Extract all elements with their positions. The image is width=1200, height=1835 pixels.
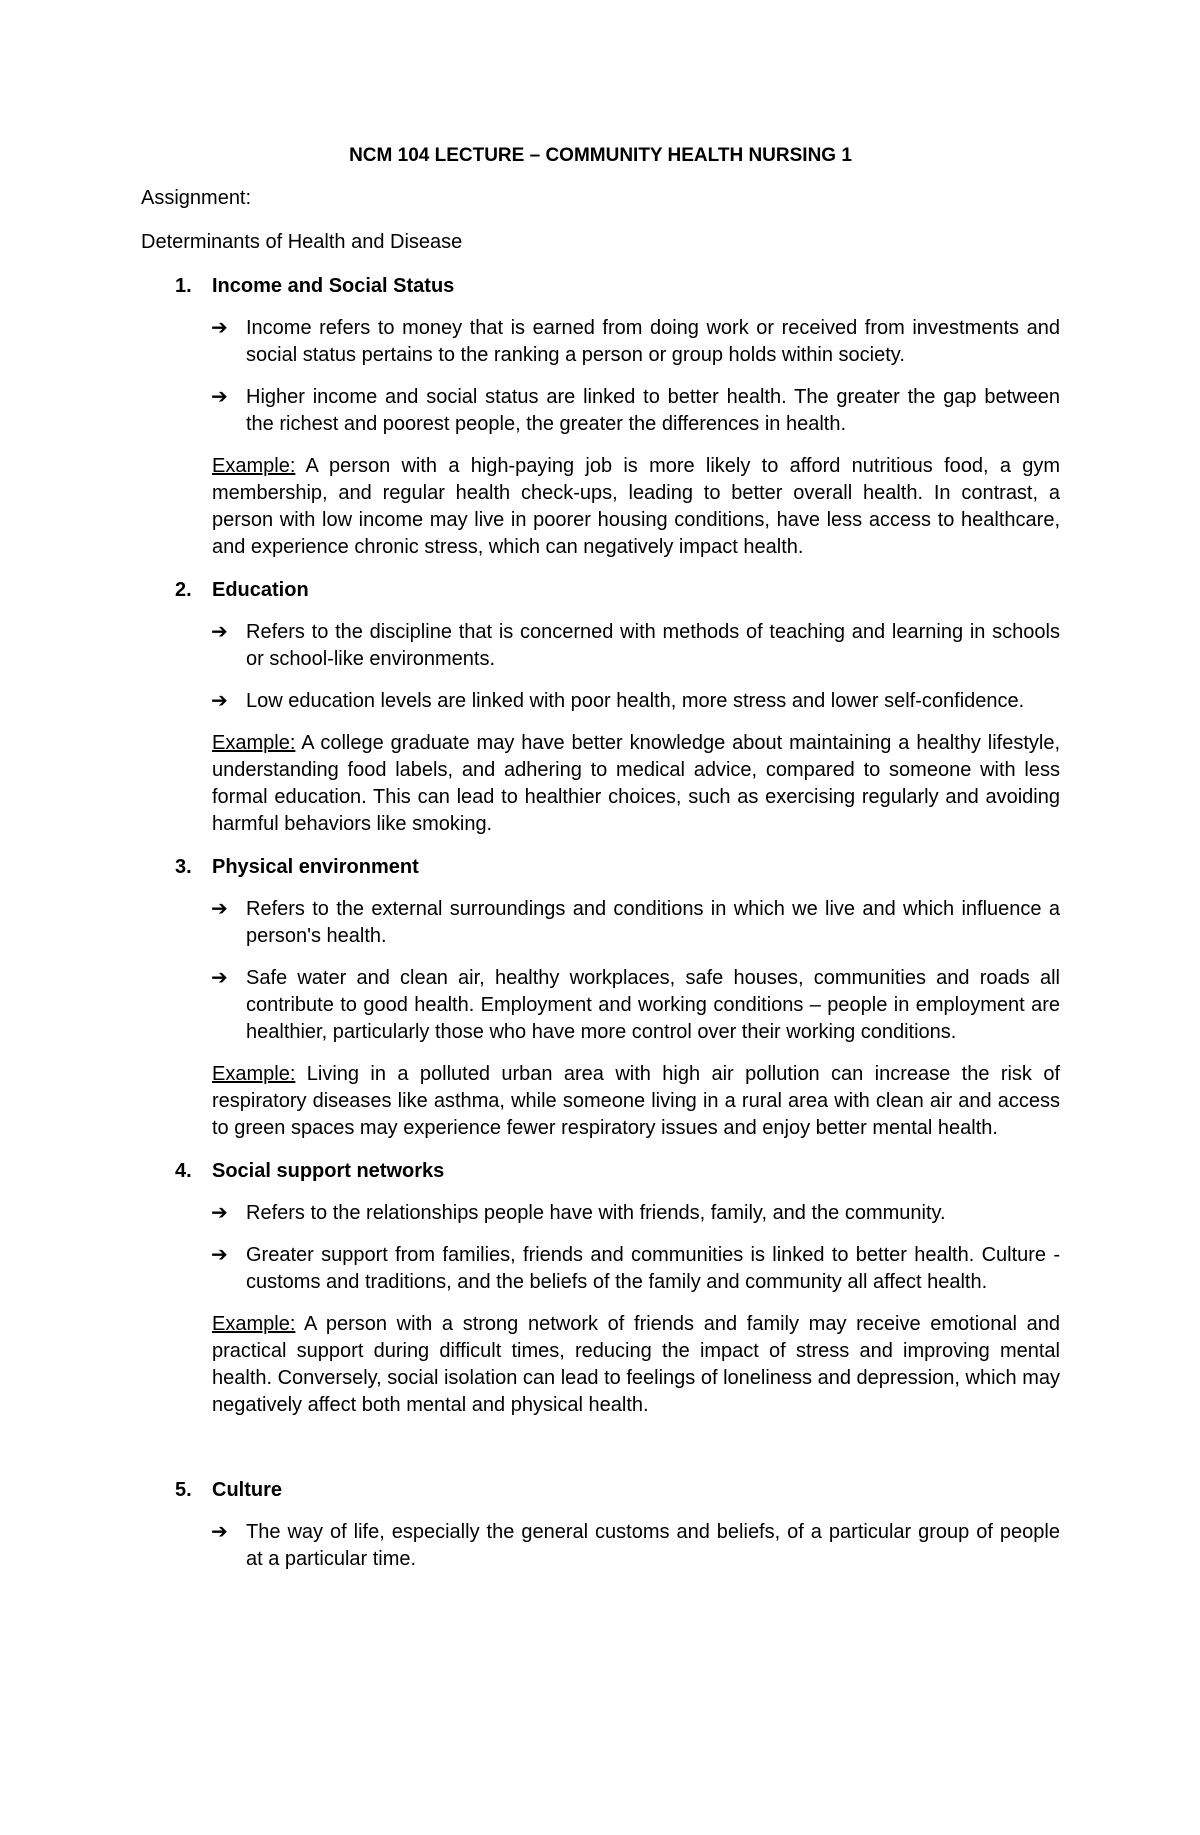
arrow-right-icon: ➔ xyxy=(211,1202,228,1224)
bullet-text: Refers to the relationships people have with friends, family, and the community. xyxy=(246,1202,946,1224)
document-title: NCM 104 LECTURE – COMMUNITY HEALTH NURSING 1 xyxy=(349,145,852,166)
section-number: 3. xyxy=(175,856,192,878)
arrow-right-icon: ➔ xyxy=(211,621,228,643)
bullet-text: Low education levels are linked with poor health, more stress and lower self-confidence. xyxy=(246,690,1025,712)
bullet-item xyxy=(211,1242,1060,1296)
example-label: Example: xyxy=(212,1313,296,1335)
example-text: Living in a polluted urban area with high air pollution can increase the risk of respiratory diseases like asthma, while someone living in a rural area with clean air and access to green spaces may experience fewer respiratory issues and enjoy better mental health. xyxy=(212,1063,1061,1139)
section-number: 1. xyxy=(175,275,192,297)
section-education xyxy=(141,577,1060,838)
example-label: Example: xyxy=(212,732,296,754)
arrow-right-icon: ➔ xyxy=(211,386,228,408)
example-paragraph xyxy=(212,1311,1060,1419)
bullet-text: The way of life, especially the general customs and beliefs, of a particular group of people at a particular time. xyxy=(246,1521,1060,1570)
section-title: Education xyxy=(212,579,309,601)
example-paragraph xyxy=(212,1061,1060,1142)
example-paragraph xyxy=(212,730,1060,838)
arrow-right-icon: ➔ xyxy=(211,317,228,339)
example-paragraph xyxy=(212,453,1060,561)
example-text: A person with a high-paying job is more likely to afford nutritious food, a gym membership, and regular health check-ups, leading to better overall health. In contrast, a person with low income may live in poorer housing conditions, have less access to healthcare, and experience chronic stress, which can negatively impact health. xyxy=(212,455,1060,558)
section-number: 2. xyxy=(175,579,192,601)
bullet-item xyxy=(211,965,1060,1046)
section-title: Physical environment xyxy=(212,856,419,878)
section-culture xyxy=(141,1477,1060,1573)
section-heading xyxy=(175,273,1060,300)
bullet-item xyxy=(211,896,1060,950)
arrow-right-icon: ➔ xyxy=(211,898,228,920)
bullet-text: Higher income and social status are linked to better health. The greater the gap between the richest and poorest people, the greater the differences in health. xyxy=(246,386,1060,435)
section-number: 5. xyxy=(175,1479,192,1501)
section-heading xyxy=(175,577,1060,604)
arrow-right-icon: ➔ xyxy=(211,690,228,712)
section-heading xyxy=(175,1158,1060,1185)
bullet-text: Safe water and clean air, healthy workplaces, safe houses, communities and roads all contribute to good health. Employment and working conditions – people in employment are healthier, particularly those who have more control over their working conditions. xyxy=(246,967,1060,1043)
bullet-item xyxy=(211,1200,1060,1227)
example-text: A person with a strong network of friends and family may receive emotional and practical support during difficult times, reducing the impact of stress and improving mental health. Conversely, social isolation can lead to feelings of loneliness and depression, which may negatively affect both mental and physical health. xyxy=(212,1313,1061,1416)
bullet-text: Refers to the external surroundings and conditions in which we live and which influence a person's health. xyxy=(246,898,1060,947)
bullet-item xyxy=(211,384,1060,438)
section-heading xyxy=(175,854,1060,881)
section-title: Social support networks xyxy=(212,1160,445,1182)
section-income xyxy=(141,273,1060,561)
section-social-support xyxy=(141,1158,1060,1419)
bullet-text: Income refers to money that is earned from doing work or received from investments and social status pertains to the ranking a person or group holds within society. xyxy=(246,317,1060,366)
section-title: Income and Social Status xyxy=(212,275,455,297)
example-label: Example: xyxy=(212,1063,296,1085)
example-text: A college graduate may have better knowledge about maintaining a healthy lifestyle, understanding food labels, and adhering to medical advice, compared to someone with less formal education. This can lead to healthier choices, such as exercising regularly and avoiding harmful behaviors like smoking. xyxy=(212,732,1061,835)
section-title: Culture xyxy=(212,1479,282,1501)
arrow-right-icon: ➔ xyxy=(211,967,228,989)
bullet-text: Greater support from families, friends and communities is linked to better health. Culture - customs and traditions, and the beliefs of the family and community all affect health. xyxy=(246,1244,1060,1293)
bullet-item xyxy=(211,619,1060,673)
bullet-item xyxy=(211,315,1060,369)
section-physical-environment xyxy=(141,854,1060,1142)
bullet-text: Refers to the discipline that is concerned with methods of teaching and learning in schools or school-like environments. xyxy=(246,621,1060,670)
blank-spacer xyxy=(141,1435,1060,1477)
assignment-label: Assignment: xyxy=(141,187,252,209)
topic-line: Determinants of Health and Disease xyxy=(141,231,463,253)
arrow-right-icon: ➔ xyxy=(211,1521,228,1543)
arrow-right-icon: ➔ xyxy=(211,1244,228,1266)
section-heading xyxy=(175,1477,1060,1504)
section-number: 4. xyxy=(175,1160,192,1182)
example-label: Example: xyxy=(212,455,296,477)
bullet-item xyxy=(211,688,1060,715)
bullet-item xyxy=(211,1519,1060,1573)
